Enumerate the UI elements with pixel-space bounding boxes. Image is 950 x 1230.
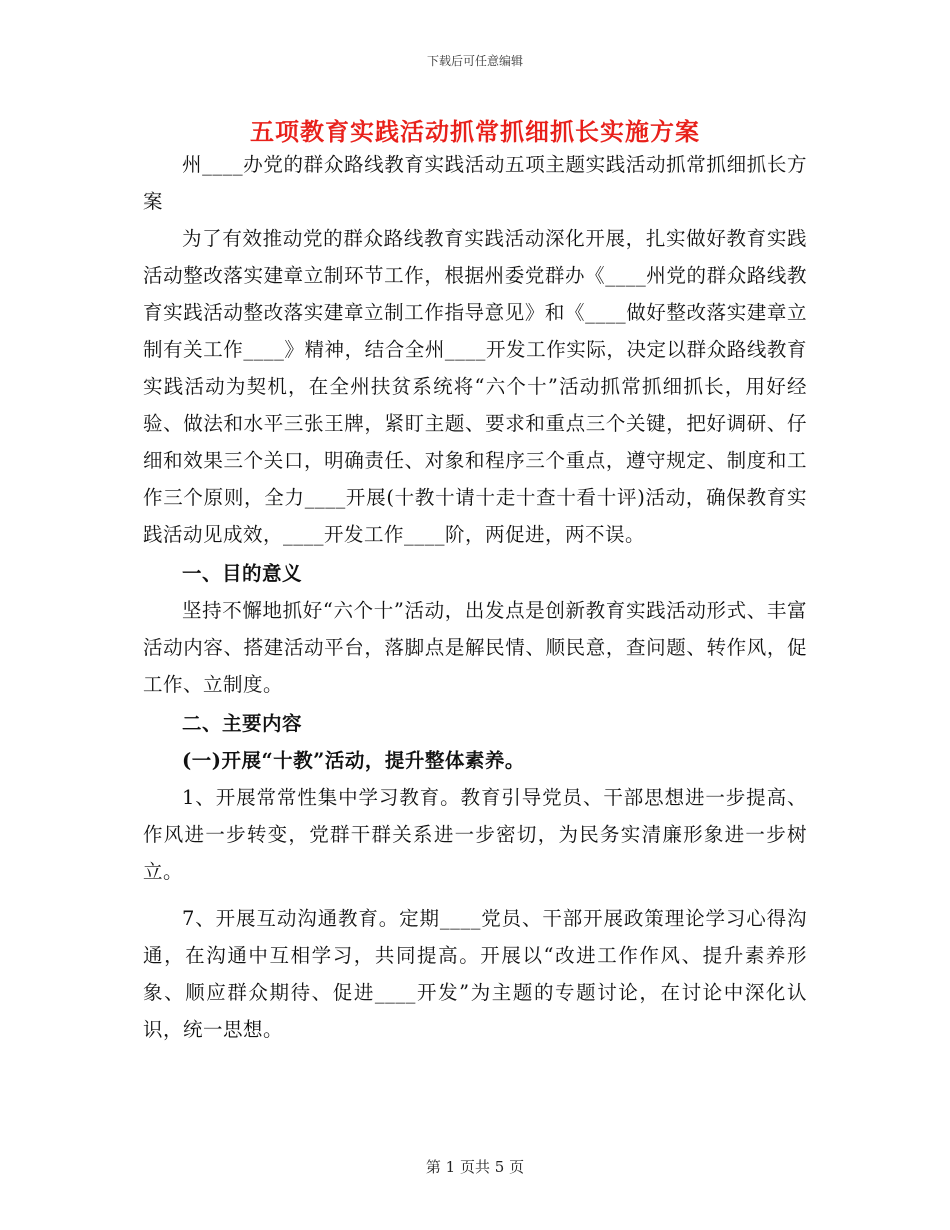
paragraph-item-7: 7、开展互动沟通教育。定期____党员、干部开展政策理论学习心得沟通，在沟通中互相学习，共同提高。开展以“改进工作作风、提升素养形象、顺应群众期待、促进____开发”为主题的专题讨论，在讨论中深化认识，统一思想。 <box>143 907 807 1041</box>
paragraph-item-1: 1、开展常常性集中学习教育。教育引导党员、干部思想进一步提高、作风进一步转变，党群干群关系进一步密切，为民务实清廉形象进一步树立。 <box>143 786 807 883</box>
paragraph-intro-heading: 州____办党的群众路线教育实践活动五项主题实践活动抓常抓细抓长方案 <box>143 153 807 213</box>
paragraph-preamble: 为了有效推动党的群众路线教育实践活动深化开展，扎实做好教育实践活动整改落实建章立制环节工作，根据州委党群办《____州党的群众路线教育实践活动整改落实建章立制工作指导意见》和《____做好整改落实建章立制有关工作____》精神，结合全州____开发工作实际，决定以群众路线教育实践活动为契机，在全州扶贫系统将“六个十”活动抓常抓细抓长，用好经验、做法和水平三张王牌，紧盯主题、要求和重点三个关键，把好调研、仔细和效果三个关口，明确责任、对象和程序三个重点，遵守规定、制度和工作三个原则，全力____开展(十教十请十走十查十看十评)活动，确保教育实践活动见成效，____开发工作____阶，两促进，两不误。 <box>143 227 807 546</box>
document-body <box>143 146 807 1048</box>
subsection-heading-ten-teach: (一)开展“十教”活动，提升整体素养。 <box>182 749 525 772</box>
header-note: 下载后可任意编辑 <box>426 54 523 68</box>
section-heading-purpose: 一、目的意义 <box>182 562 303 585</box>
page-footer: 第 1 页共 5 页 <box>425 1158 525 1176</box>
section-heading-content: 二、主要内容 <box>182 712 303 735</box>
paragraph-purpose: 坚持不懈地抓好“六个十”活动，出发点是创新教育实践活动形式、丰富活动内容、搭建活动平台，落脚点是解民情、顺民意，查问题、转作风，促工作、立制度。 <box>143 599 807 696</box>
document-title: 五项教育实践活动抓常抓细抓长实施方案 <box>250 117 700 146</box>
